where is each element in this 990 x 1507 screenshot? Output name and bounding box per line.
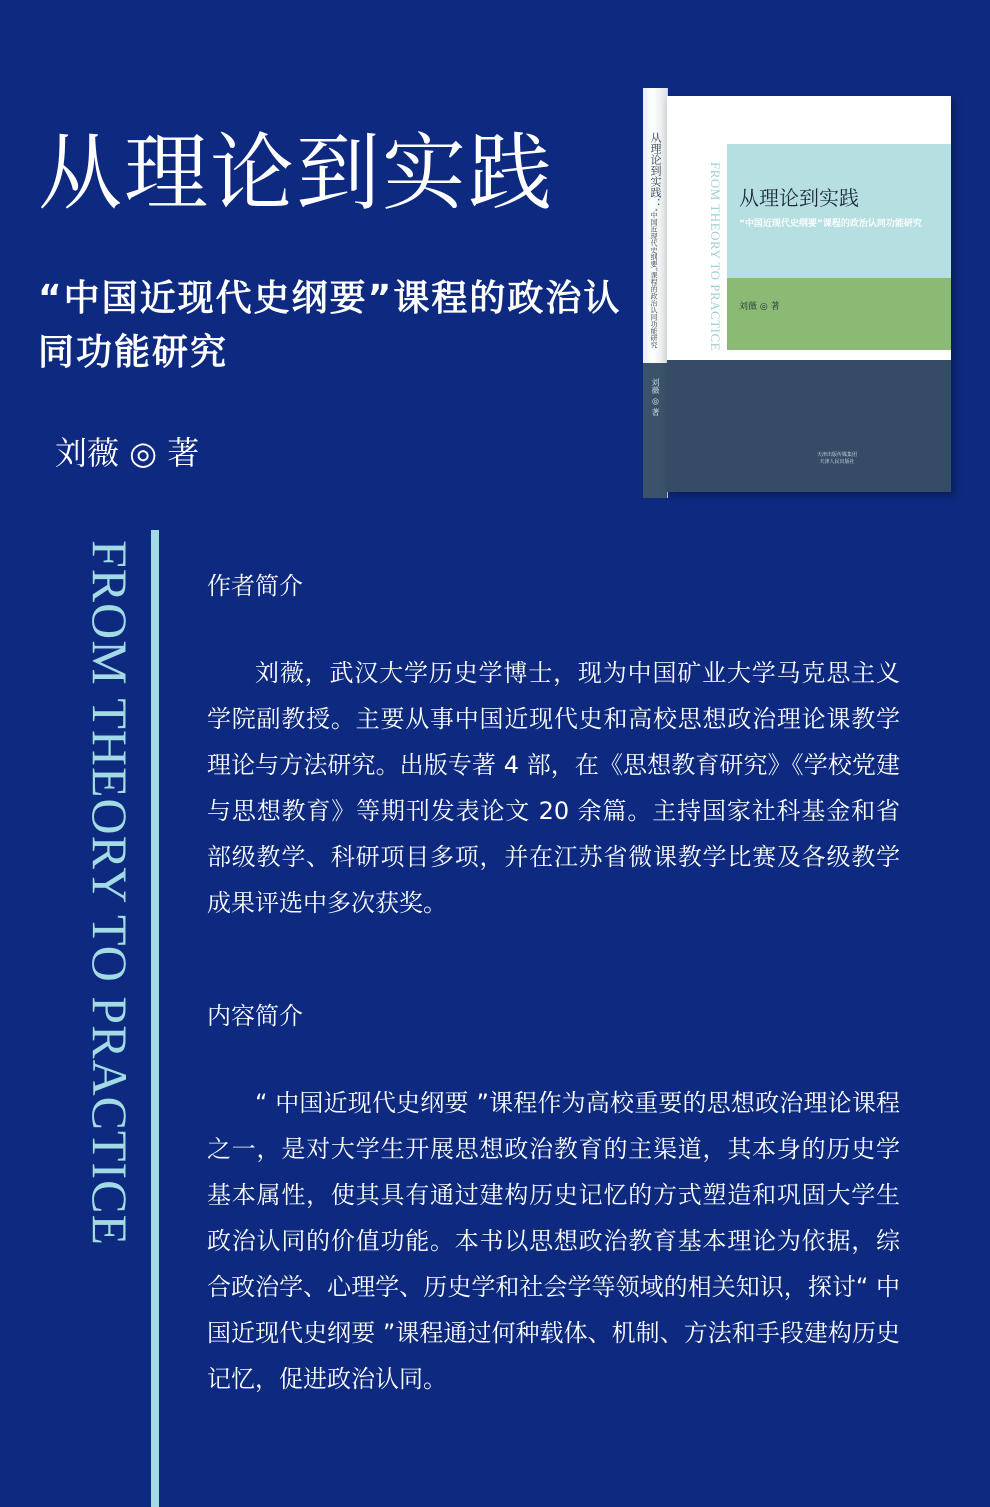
spine-subtitle: “中国近现代史纲要”课程的政治认同功能研究 [650,208,658,349]
book-front-cover [667,96,951,492]
content-intro-text: “ 中国近现代史纲要 ”课程作为高校重要的思想政治理论课程之一，是对大学生开展思想政治教育的主渠道，其本身的历史学基本属性，使其具有通过建构历史记忆的方式塑造和巩固大学生政治认同的价值功能。本书以思想政治教育基本理论为依据，综合政治学、心理学、历史学和社会学等领域的相关知识，探讨“ 中国近现代史纲要 ”课程通过何种载体、机制、方法和手段建构历史记忆，促进政治认同。 [207,1089,900,1393]
cover-publisher [817,452,857,466]
vertical-divider [151,530,159,1507]
cover-subtitle: “中国近现代史纲要”课程的政治认同功能研究 [739,219,922,229]
vertical-english-title: FROM THEORY TO PRACTICE [82,540,138,1247]
page-title: 从理论到实践 [38,124,555,222]
cover-green-band [727,278,951,350]
content-intro-heading: 内容简介 [207,1002,303,1030]
cover-author: 刘薇 ◎ 著 [739,302,780,312]
cover-teal-band [727,144,951,278]
book-cover-mockup [643,88,951,498]
spine-author: 刘薇 ◎ 著 [651,378,660,417]
book-spine [643,88,668,498]
author-line: 刘薇 ◎ 著 [55,434,200,472]
spine-title: 从理论到实践： [649,132,662,209]
cover-navy-band [667,360,951,492]
author-intro-text: 刘薇，武汉大学历史学博士，现为中国矿业大学马克思主义学院副教授。主要从事中国近现代史和高校思想政治理论课教学理论与方法研究。出版专著 4 部，在《思想教育研究》《学校党建与思想教育》等期刊发表论文 20 余篇。主持国家社科基金和省部级教学、科研项目多项，并在江苏省微课教学比赛及各级教学成果评选中多次获奖。 [207,659,900,917]
cover-title: 从理论到实践 [739,186,859,210]
publisher-line-2: 天津人民出版社 [819,459,855,465]
cover-english-title: FROM THEORY TO PRACTICE [708,162,723,352]
book-subtitle: “中国近现代史纲要”课程的政治认同功能研究 [38,278,622,373]
publisher-line-1: 天津出版传媒集团 [817,452,858,458]
author-intro-heading: 作者简介 [207,572,303,600]
